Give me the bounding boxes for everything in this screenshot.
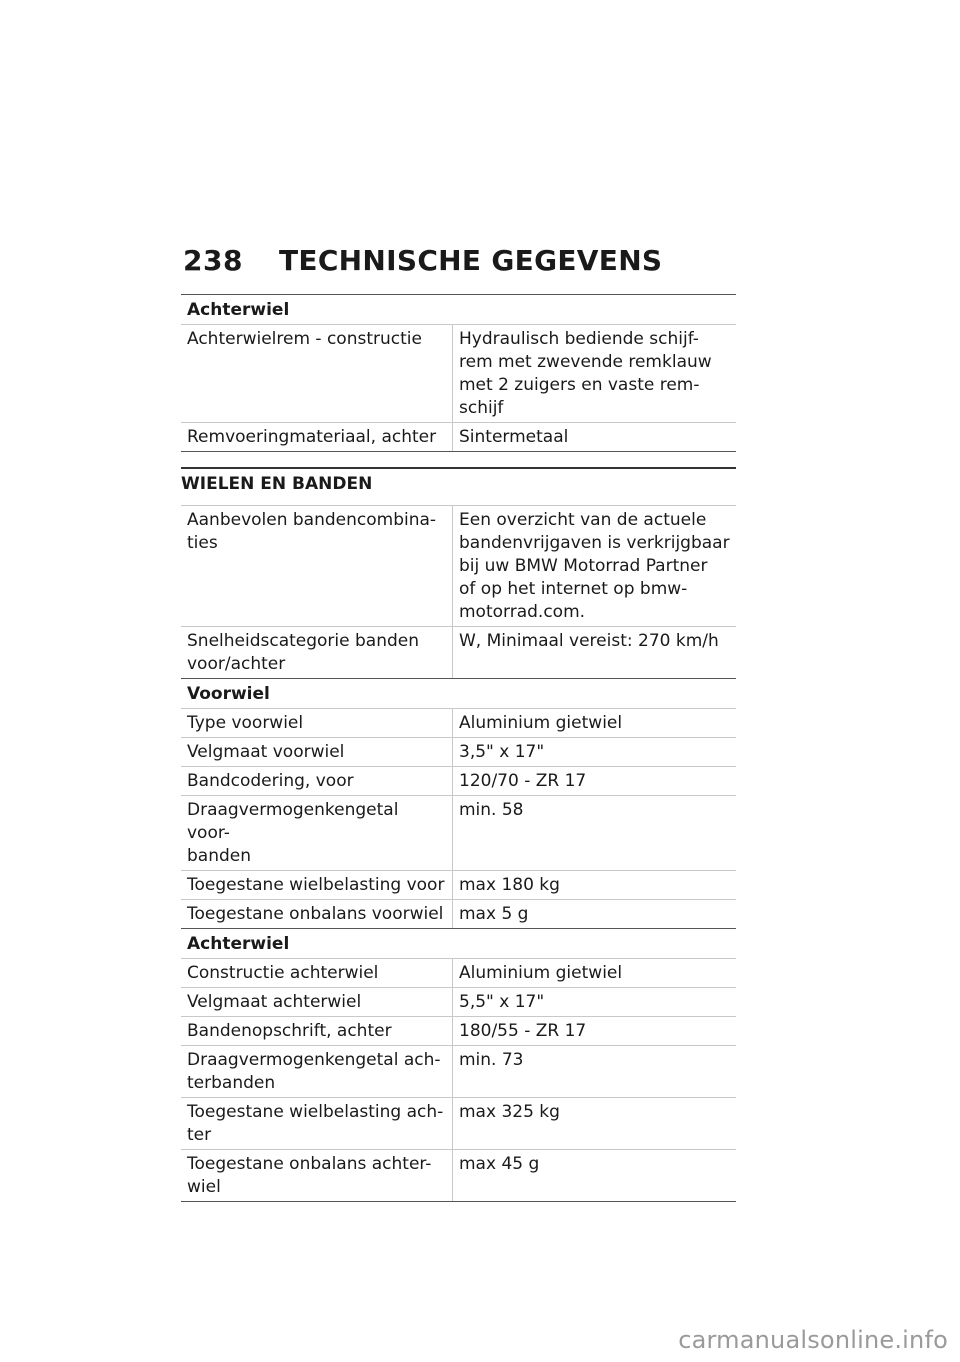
spec-label: Aanbevolen bandencombina- ties	[181, 506, 453, 626]
spec-label: Draagvermogenkengetal ach- terbanden	[181, 1046, 453, 1097]
group-title-rear-wheel: Achterwiel	[181, 928, 736, 958]
spec-label: Achterwielrem - constructie	[181, 325, 453, 422]
spec-value: Sintermetaal	[459, 427, 569, 447]
spec-row	[181, 626, 736, 678]
spec-value: W, Minimaal vereist: 270 km/h	[459, 631, 719, 651]
spec-value: max 45 g	[459, 1154, 540, 1174]
spec-label: Velgmaat achterwiel	[181, 988, 453, 1016]
spec-label: Toegestane wielbelasting voor	[181, 871, 453, 899]
spec-value: max 325 kg	[459, 1102, 560, 1122]
spec-label: Constructie achterwiel	[181, 959, 453, 987]
front-wheel-rows	[181, 708, 736, 928]
spec-label: Type voorwiel	[181, 709, 453, 737]
spec-row	[181, 708, 736, 737]
spec-row	[181, 422, 736, 451]
spec-value: min. 73	[459, 1050, 524, 1070]
spec-row	[181, 505, 736, 626]
spec-label: Toegestane onbalans achter- wiel	[181, 1150, 453, 1201]
spec-row	[181, 870, 736, 899]
spec-label: Toegestane wielbelasting ach- ter	[181, 1098, 453, 1149]
spec-value: min. 58	[459, 800, 524, 820]
rear-wheel-rows	[181, 958, 736, 1201]
spec-row	[181, 1149, 736, 1201]
watermark: carmanualsonline.info	[678, 1326, 948, 1354]
spec-row	[181, 1097, 736, 1149]
chapter-title: TECHNISCHE GEGEVENS	[279, 244, 663, 277]
spec-value: 180/55 - ZR 17	[459, 1021, 587, 1041]
spec-value: 120/70 - ZR 17	[459, 771, 587, 791]
spec-label: Draagvermogenkengetal voor- banden	[181, 796, 453, 870]
spec-value: 5,5" x 17"	[459, 992, 545, 1012]
group-title-front-wheel: Voorwiel	[181, 678, 736, 708]
spec-row	[181, 1016, 736, 1045]
spec-row	[181, 766, 736, 795]
spec-value: 3,5" x 17"	[459, 742, 545, 762]
rear-brake-rows	[181, 324, 736, 451]
spec-value: Aluminium gietwiel	[459, 713, 623, 733]
page-header	[183, 244, 662, 277]
spec-content	[181, 294, 736, 1202]
spec-label: Bandcodering, voor	[181, 767, 453, 795]
spec-value: Aluminium gietwiel	[459, 963, 623, 983]
spec-label: Snelheidscategorie banden voor/achter	[181, 627, 453, 678]
spec-label: Toegestane onbalans voorwiel	[181, 900, 453, 928]
spec-row	[181, 795, 736, 870]
spec-row	[181, 899, 736, 928]
group-title-rear-brake: Achterwiel	[181, 294, 736, 324]
spec-row	[181, 737, 736, 766]
spec-row	[181, 1045, 736, 1097]
tire-general-rows	[181, 505, 736, 678]
section-title-wheels-tires: WIELEN EN BANDEN	[181, 467, 736, 505]
spec-label: Velgmaat voorwiel	[181, 738, 453, 766]
spec-label: Remvoeringmateriaal, achter	[181, 423, 453, 451]
spec-label: Bandenopschrift, achter	[181, 1017, 453, 1045]
spec-row	[181, 987, 736, 1016]
spec-row	[181, 958, 736, 987]
spec-row	[181, 324, 736, 422]
spec-value: Hydraulisch bediende schijf- rem met zwevende remklauw met 2 zuigers en vaste rem- schijf	[459, 329, 712, 418]
spec-value: max 180 kg	[459, 875, 560, 895]
spec-value: Een overzicht van de actuele bandenvrijgaven is verkrijgbaar bij uw BMW Motorrad Partner of op het internet op bmw- motorrad.com.	[459, 510, 730, 622]
spec-value: max 5 g	[459, 904, 529, 924]
page-number: 238	[183, 244, 243, 277]
